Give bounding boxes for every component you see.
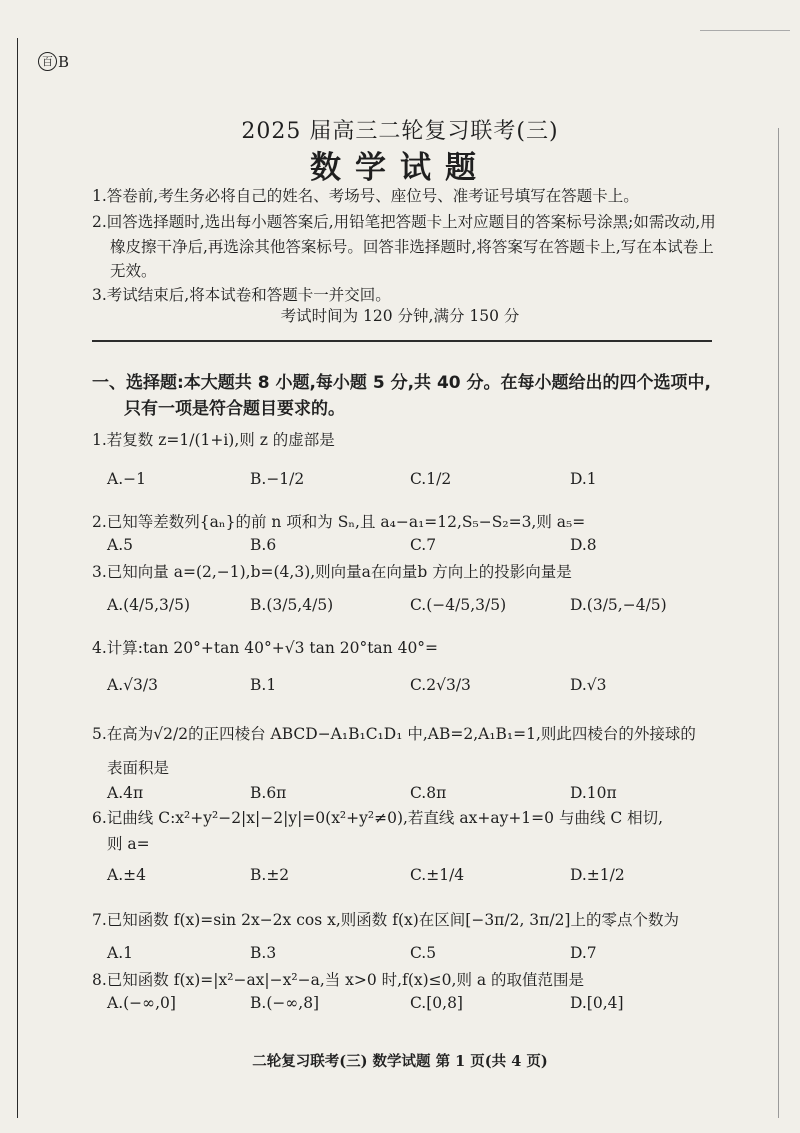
question-stem: 3.已知向量 a=(2,−1),b=(4,3),则向量a在向量b 方向上的投影向量是	[92, 563, 572, 581]
subject-title: 数学试题	[310, 150, 490, 186]
option-d: D.(3/5,−4/5)	[570, 596, 667, 614]
option-d: D.10π	[570, 784, 617, 802]
scan-edge	[700, 30, 790, 31]
option-a: A.5	[107, 536, 133, 554]
option-a: A.−1	[107, 470, 146, 488]
option-d: D.1	[570, 470, 597, 488]
option-a: A.(4/5,3/5)	[107, 596, 191, 614]
option-b: B.6	[250, 536, 277, 554]
option-d: D.8	[570, 536, 597, 554]
instruction-line: 2.回答选择题时,选出每小题答案后,用铅笔把答题卡上对应题目的答案标号涂黑;如需改动,用	[92, 213, 716, 231]
option-d: D.7	[570, 944, 597, 962]
paper-mark	[38, 52, 69, 71]
section-heading: 一、选择题:本大题共 8 小题,每小题 5 分,共 40 分。在每小题给出的四个选项中,	[92, 373, 711, 393]
instruction-line: 无效。	[110, 262, 157, 280]
question-stem: 7.已知函数 f(x)=sin 2x−2x cos x,则函数 f(x)在区间[−3π/2, 3π/2]上的零点个数为	[92, 911, 679, 929]
divider	[92, 340, 712, 342]
instruction-line: 3.考试结束后,将本试卷和答题卡一并交回。	[92, 286, 391, 304]
question-stem: 8.已知函数 f(x)=|x²−ax|−x²−a,当 x>0 时,f(x)≤0,则 a 的取值范围是	[92, 971, 585, 989]
exam-time: 考试时间为 120 分钟,满分 150 分	[280, 307, 520, 325]
option-b: B.−1/2	[250, 470, 305, 488]
left-margin-line	[17, 38, 18, 1118]
option-b: B.(−∞,8]	[250, 994, 320, 1012]
question-stem: 4.计算:tan 20°+tan 40°+√3 tan 20°tan 40°=	[92, 639, 439, 657]
exam-title: 2025 届高三二轮复习联考(三)	[241, 119, 559, 144]
circled-mark: 百	[38, 52, 57, 71]
option-d: D.√3	[570, 676, 607, 694]
option-c: C.±1/4	[410, 866, 465, 884]
instruction-line: 橡皮擦干净后,再选涂其他答案标号。回答非选择题时,将答案写在答题卡上,写在本试卷上	[110, 238, 714, 256]
option-a: A.√3/3	[107, 676, 158, 694]
option-b: B.1	[250, 676, 277, 694]
option-c: C.2√3/3	[410, 676, 471, 694]
option-c: C.8π	[410, 784, 447, 802]
option-b: B.(3/5,4/5)	[250, 596, 334, 614]
right-margin-line	[778, 128, 779, 1118]
question-stem: 1.若复数 z=1/(1+i),则 z 的虚部是	[92, 431, 335, 449]
option-c: C.5	[410, 944, 437, 962]
option-d: D.±1/2	[570, 866, 625, 884]
option-b: B.6π	[250, 784, 287, 802]
option-c: C.7	[410, 536, 437, 554]
option-a: A.4π	[107, 784, 144, 802]
option-c: C.(−4/5,3/5)	[410, 596, 507, 614]
option-a: A.1	[107, 944, 133, 962]
option-d: D.[0,4]	[570, 994, 624, 1012]
question-stem-cont: 则 a=	[107, 835, 150, 853]
question-stem: 2.已知等差数列{aₙ}的前 n 项和为 Sₙ,且 a₄−a₁=12,S₅−S₂=3,则 a₅=	[92, 513, 586, 531]
question-stem: 6.记曲线 C:x²+y²−2|x|−2|y|=0(x²+y²≠0),若直线 ax+ay+1=0 与曲线 C 相切,	[92, 809, 664, 827]
option-a: A.±4	[107, 866, 146, 884]
option-b: B.±2	[250, 866, 290, 884]
question-stem: 5.在高为√2/2的正四棱台 ABCD−A₁B₁C₁D₁ 中,AB=2,A₁B₁=1,则此四棱台的外接球的	[92, 725, 696, 743]
question-stem-cont: 表面积是	[107, 759, 170, 777]
option-c: C.1/2	[410, 470, 452, 488]
page-footer: 二轮复习联考(三) 数学试题 第 1 页(共 4 页)	[252, 1053, 548, 1070]
mark-letter: B	[58, 52, 70, 71]
option-b: B.3	[250, 944, 277, 962]
section-heading-cont: 只有一项是符合题目要求的。	[124, 399, 345, 419]
option-a: A.(−∞,0]	[107, 994, 176, 1012]
instruction-line: 1.答卷前,考生务必将自己的姓名、考场号、座位号、准考证号填写在答题卡上。	[92, 187, 639, 205]
option-c: C.[0,8]	[410, 994, 463, 1012]
